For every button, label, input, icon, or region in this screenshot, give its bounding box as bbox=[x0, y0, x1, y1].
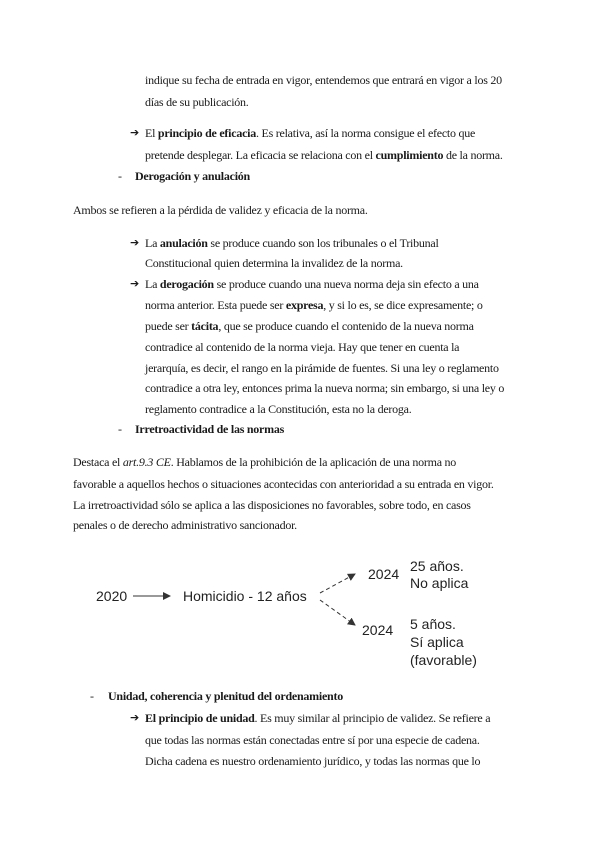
derogacion-paragraph: Ambos se refieren a la pérdida de validez y eficacia de la norma. bbox=[73, 203, 368, 217]
anulacion-line-1: La anulación se produce cuando son los tribunales o el Tribunal bbox=[145, 236, 439, 250]
unidad-line-2: que todas las normas están conectadas entre sí por una especie de cadena. bbox=[145, 733, 480, 747]
section-dash: - bbox=[118, 422, 122, 436]
derogacion-line-7: reglamento contradice a la Constitución, esta no la deroga. bbox=[145, 402, 412, 416]
diagram-bottom-year: 2024 bbox=[362, 622, 394, 638]
intro-line-1: indique su fecha de entrada en vigor, entendemos que entrará en vigor a los 20 bbox=[145, 73, 502, 87]
diagram-top-year: 2024 bbox=[368, 566, 400, 582]
derogacion-line-2: norma anterior. Esta puede ser expresa, y si lo es, se dice expresamente; o bbox=[145, 298, 483, 312]
anulacion-line-2: Constitucional quien determina la invalidez de la norma. bbox=[145, 256, 403, 270]
derogacion-line-1: La derogación se produce cuando una nueva norma deja sin efecto a una bbox=[145, 277, 479, 291]
irretro-paragraph-line-1: Destaca el art.9.3 CE. Hablamos de la prohibición de la aplicación de una norma no bbox=[73, 455, 457, 469]
derogacion-line-3: puede ser tácita, que se produce cuando el contenido de la nueva norma bbox=[145, 319, 474, 333]
arrow-bullet-icon: ➔ bbox=[130, 236, 140, 249]
eficacia-line-2: pretende desplegar. La eficacia se relaciona con el cumplimiento de la norma. bbox=[145, 148, 503, 162]
unidad-line-3: Dicha cadena es nuestro ordenamiento jurídico, y todas las normas que lo bbox=[145, 754, 481, 768]
section-dash: - bbox=[90, 689, 94, 703]
derogacion-heading: Derogación y anulación bbox=[135, 169, 250, 183]
diagram-top-note-2: No aplica bbox=[410, 575, 469, 591]
irretroactividad-heading: Irretroactividad de las normas bbox=[135, 422, 285, 436]
intro-line-2: días de su publicación. bbox=[145, 95, 249, 109]
arrow-bullet-icon: ➔ bbox=[130, 277, 140, 290]
diagram-top-note-1: 25 años. bbox=[410, 558, 464, 574]
diagram-bottom-note-2: Sí aplica bbox=[410, 634, 464, 650]
dashed-arrow-up-icon bbox=[320, 574, 355, 593]
unidad-line-1: El principio de unidad. Es muy similar al principio de validez. Se refiere a bbox=[145, 711, 491, 725]
derogacion-line-6: contradice a otra ley, entonces prima la nueva norma; sin embargo, si una ley o bbox=[145, 381, 505, 395]
irretro-paragraph-line-4: penales o de derecho administrativo sancionador. bbox=[73, 518, 297, 532]
irretro-paragraph-line-2: favorable a aquellos hechos o situaciones acontecidas con anterioridad a su entrada en vigor. bbox=[73, 477, 494, 491]
diagram-bottom-note-3: (favorable) bbox=[410, 652, 477, 668]
arrow-bullet-icon: ➔ bbox=[130, 711, 140, 724]
diagram-bottom-note-1: 5 años. bbox=[410, 616, 456, 632]
derogacion-line-5: jerarquía, es decir, el rango en la pirámide de fuentes. Si una ley o reglamento bbox=[145, 361, 499, 375]
diagram-event: Homicidio - 12 años bbox=[183, 588, 307, 604]
arrow-bullet-icon: ➔ bbox=[130, 126, 140, 139]
section-dash: - bbox=[118, 169, 122, 183]
dashed-arrow-down-icon bbox=[320, 600, 355, 625]
unidad-heading: Unidad, coherencia y plenitud del ordenamiento bbox=[108, 689, 343, 703]
irretro-paragraph-line-3: La irretroactividad sólo se aplica a las disposiciones no favorables, sobre todo, en casos bbox=[73, 498, 471, 512]
derogacion-line-4: contradice al contenido de la norma vieja. Hay que tener en cuenta la bbox=[145, 340, 460, 354]
diagram-start-year: 2020 bbox=[96, 588, 128, 604]
eficacia-line-1: El principio de eficacia. Es relativa, así la norma consigue el efecto que bbox=[145, 126, 476, 140]
